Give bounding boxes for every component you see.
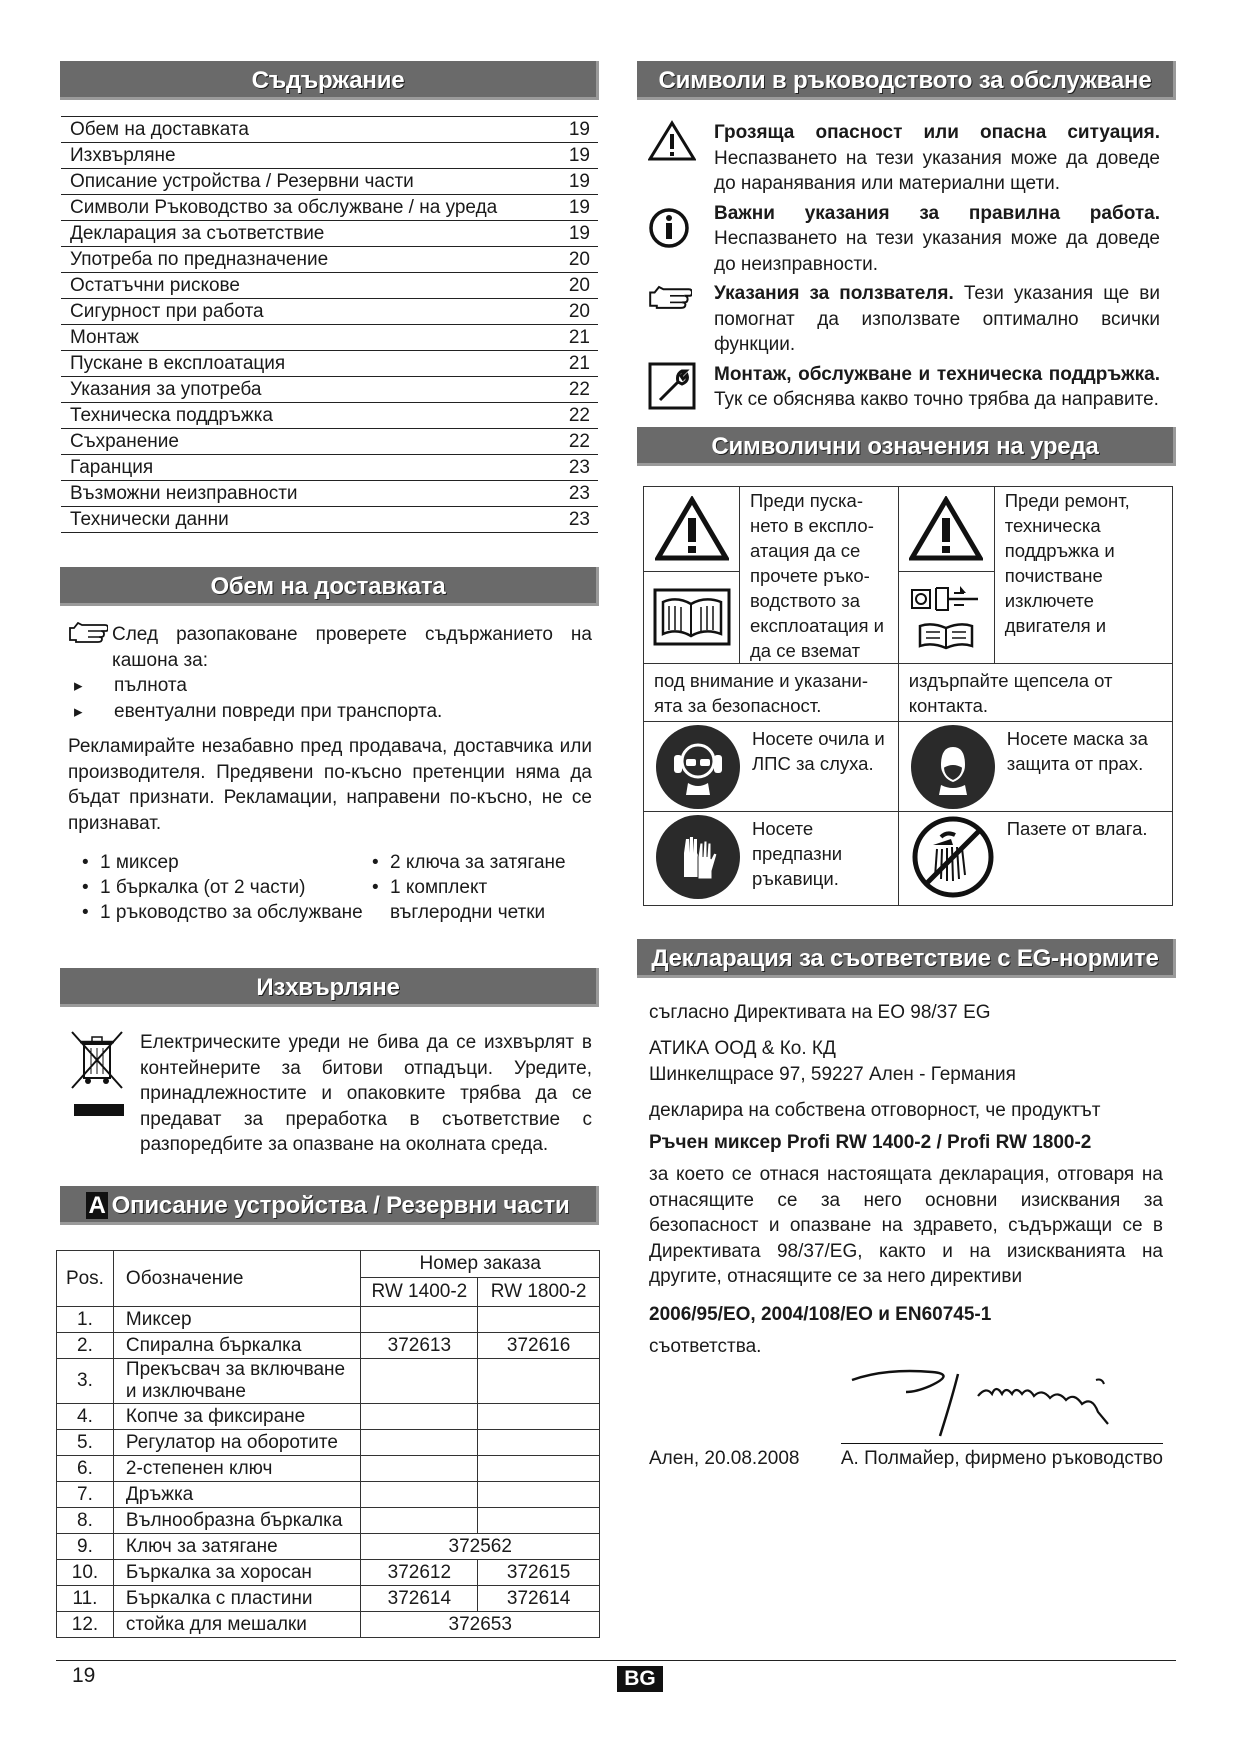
col-model2-header: RW 1800-2	[478, 1278, 600, 1307]
toc-item-page: 20	[568, 301, 590, 322]
warning-triangle-icon	[648, 120, 714, 197]
col-name-header: Обозначение	[113, 1251, 361, 1307]
declaration-body: за което се отнася настоящата декларация, отговаря на отнасящите се за него основни изисквания за безопасност и опазване на здравето, съдържащи се в Директивата 98/37/EG, както и на изискванията на другите, отнасящите се за него директиви	[649, 1164, 1163, 1287]
cell-name: стойка для мешалки	[113, 1612, 361, 1638]
symbol-text: Тук се обяснява какво точно трябва да направите.	[714, 389, 1159, 410]
page-number: 19	[72, 1664, 96, 1687]
cell-a	[361, 1482, 478, 1508]
delivery-item: • 1 миксер	[82, 850, 372, 875]
delivery-complaint: Рекламирайте незабавно пред продавача, доставчика или производителя. Предявени по-късно претенции няма да бъдат признати. Рекламации, направени по-късно, не се признават.	[68, 736, 592, 834]
toc-item	[61, 117, 598, 143]
symbol-row	[648, 281, 1160, 358]
cell-pos: 7.	[57, 1482, 114, 1508]
toc-item-page: 20	[568, 275, 590, 296]
unplug-text-a: Преди ремонт, техническа поддръжка и почистване изключете двигателя и	[1004, 490, 1130, 636]
cell-a	[361, 1430, 478, 1456]
toc-item-page: 21	[568, 353, 590, 374]
crossed-bin-icon	[68, 1030, 140, 1158]
cell-a: 372612	[361, 1560, 478, 1586]
cell-name: Бъркалка за хоросан	[113, 1560, 361, 1586]
declaration-norms: 2006/95/EO, 2004/108/EO и EN60745-1	[649, 1303, 992, 1325]
toc-item-label: Сигурност при работа	[70, 301, 264, 322]
cell-span: 372562	[361, 1534, 600, 1560]
col-model1-header: RW 1400-2	[361, 1278, 478, 1307]
cell-name: Регулатор на оборотите	[113, 1430, 361, 1456]
declaration-conformity: съответства.	[649, 1335, 762, 1357]
cell-b	[478, 1307, 600, 1333]
cell-b	[478, 1482, 600, 1508]
language-badge: BG	[617, 1666, 663, 1692]
declaration-title: Декларация за съответствие с EG-нормите	[637, 939, 1176, 978]
toc-item-page: 19	[568, 171, 590, 192]
delivery-item: • 1 ръководство за обслужване	[82, 900, 372, 925]
col-pos-header: Pos.	[57, 1251, 114, 1307]
toc-item-label: Употреба по предназначение	[70, 249, 329, 270]
toc-item-label: Техническа поддръжка	[70, 405, 273, 426]
toc-item	[61, 455, 598, 481]
toc-item	[61, 169, 598, 195]
table-row	[57, 1560, 600, 1586]
symbol-bold-text: Грозяща опасност или опасна ситуация.	[714, 122, 1160, 143]
read-manual-text-a: Преди пуска-нето в експло-атация да се прочете ръко-водството за експлоатация и да се вземат	[750, 490, 885, 661]
declaration-declares: декларира на собствена отговорност, че продуктът	[649, 1100, 1101, 1121]
toc-item	[61, 351, 598, 377]
toc-item-label: Пускане в експлоатация	[70, 353, 286, 374]
signature	[846, 1362, 1166, 1448]
toc-item-label: Гаранция	[70, 457, 154, 478]
wrench-icon	[648, 362, 714, 416]
toc-list	[61, 116, 598, 533]
toc-item	[61, 195, 598, 221]
cell-a	[361, 1359, 478, 1404]
gloves-text: Носете предпазни ръкавици.	[752, 818, 843, 889]
cell-b	[478, 1404, 600, 1430]
cell-b	[478, 1430, 600, 1456]
goggles-ear-protection-icon	[656, 725, 740, 809]
table-row	[57, 1333, 600, 1359]
table-row	[57, 1307, 600, 1333]
symbol-bold-text: Важни указания за правилна работа.	[714, 202, 1160, 224]
symbol-text: Неспазването на тези указания може да доведе до наранявания или материални щети.	[714, 147, 1160, 194]
cell-span: 372653	[361, 1612, 600, 1638]
cell-pos: 3.	[57, 1359, 114, 1404]
cell-name: Дръжка	[113, 1482, 361, 1508]
toc-item-page: 19	[568, 119, 590, 140]
toc-item-page: 19	[568, 223, 590, 244]
toc-item	[61, 325, 598, 351]
toc-item	[61, 507, 598, 533]
toc-item-page: 23	[568, 483, 590, 504]
table-row	[57, 1586, 600, 1612]
delivery-items-left	[82, 850, 372, 925]
cell-name: Прекъсвач за включване и изключване	[113, 1359, 361, 1404]
dust-mask-icon	[911, 725, 995, 809]
delivery-item: • 2 ключа за затягане	[372, 850, 592, 875]
toc-item-page: 22	[568, 379, 590, 400]
goggles-text: Носете очила и ЛПС за слуха.	[752, 728, 885, 774]
cell-pos: 11.	[57, 1586, 114, 1612]
cell-pos: 5.	[57, 1430, 114, 1456]
check-item: ▸ евентуални повреди при транспорта.	[68, 699, 592, 725]
cell-name: Ключ за затягане	[113, 1534, 361, 1560]
signature-line	[649, 1446, 1163, 1472]
cell-a	[361, 1307, 478, 1333]
toc-item	[61, 143, 598, 169]
toc-item-page: 22	[568, 405, 590, 426]
toc-item-page: 19	[568, 145, 590, 166]
pointing-hand-icon	[68, 622, 112, 673]
footer-rule	[56, 1660, 1176, 1661]
check-item: ▸ пълнота	[68, 673, 592, 699]
cell-pos: 12.	[57, 1612, 114, 1638]
cell-pos: 4.	[57, 1404, 114, 1430]
table-row	[57, 1612, 600, 1638]
toc-item-label: Технически данни	[70, 509, 229, 530]
toc-item-label: Остатъчни рискове	[70, 275, 240, 296]
disposal-text: Електрическите уреди не бива да се изхвърлят в контейнерите за битови отпадъци. Уредите, принадлежностите и опаковките трябва да се предават за преработка в съответствие с разпоредбите за опазване на околната среда.	[140, 1032, 592, 1155]
cell-pos: 6.	[57, 1456, 114, 1482]
toc-item	[61, 403, 598, 429]
declaration-company: АТИКА ООД & Ко. КД	[649, 1038, 836, 1059]
delivery-title: Обем на доставката	[60, 567, 599, 606]
table-row	[57, 1404, 600, 1430]
toc-item	[61, 299, 598, 325]
toc-item-page: 19	[568, 197, 590, 218]
symbol-bold-text: Указания за ползвателя.	[714, 283, 954, 304]
place-date: Ален, 20.08.2008	[649, 1448, 800, 1469]
toc-item-page: 20	[568, 249, 590, 270]
delivery-item: • 1 бъркалка (от 2 части)	[82, 875, 372, 900]
toc-item	[61, 247, 598, 273]
warning-triangle-icon	[644, 487, 739, 572]
symbol-text: Неспазването на тези указания може да доведе до неизправности.	[714, 228, 1160, 275]
toc-item-label: Възможни неизправности	[70, 483, 298, 504]
read-manual-text-b: под внимание и указани-ята за безопасност.	[644, 664, 899, 722]
manual-symbols-list	[648, 120, 1160, 416]
toc-item	[61, 273, 598, 299]
cell-pos: 1.	[57, 1307, 114, 1333]
cell-a	[361, 1508, 478, 1534]
device-symbols-table	[643, 486, 1173, 906]
declaration-address: Шинкелщрасе 97, 59227 Ален - Германия	[649, 1064, 1016, 1085]
cell-a: 372614	[361, 1586, 478, 1612]
col-order-header: Номер заказа	[361, 1251, 600, 1278]
toc-item-page: 23	[568, 457, 590, 478]
toc-item	[61, 481, 598, 507]
declaration-section	[649, 1000, 1163, 1360]
parts-title: A Описание устройства / Резервни части	[60, 1186, 599, 1225]
symbol-row	[648, 362, 1160, 416]
moisture-text: Пазете от влага.	[1006, 818, 1148, 839]
unplug-icon	[899, 572, 994, 662]
symbol-row	[648, 201, 1160, 278]
declaration-product: Ръчен миксер Profi RW 1400-2 / Profi RW 1800-2	[649, 1132, 1092, 1153]
warning-triangle-icon	[899, 487, 994, 572]
delivery-item: • 1 комплект въглеродни четки	[372, 875, 592, 925]
cell-a	[361, 1404, 478, 1430]
disposal-section	[68, 1030, 592, 1158]
cell-a	[361, 1456, 478, 1482]
unplug-text-b: издърпайте щепсела от контакта.	[898, 664, 1172, 722]
cell-a: 372613	[361, 1333, 478, 1359]
delivery-section	[68, 622, 592, 925]
toc-item-label: Монтаж	[70, 327, 139, 348]
table-row	[57, 1456, 600, 1482]
toc-item-label: Декларация за съответствие	[70, 223, 325, 244]
cell-pos: 9.	[57, 1534, 114, 1560]
table-row	[57, 1359, 600, 1404]
cell-pos: 8.	[57, 1508, 114, 1534]
table-row	[57, 1534, 600, 1560]
toc-item	[61, 221, 598, 247]
no-moisture-icon	[911, 815, 995, 905]
manual-symbols-title: Символи в ръководството за обслужване	[637, 61, 1176, 100]
delivery-check-list	[68, 673, 592, 725]
symbol-row	[648, 120, 1160, 197]
cell-b	[478, 1456, 600, 1482]
gloves-icon	[656, 815, 740, 899]
toc-item-label: Описание устройства / Резервни части	[70, 171, 414, 192]
toc-item-page: 21	[568, 327, 590, 348]
table-row	[57, 1482, 600, 1508]
cell-b: 372616	[478, 1333, 600, 1359]
toc-item-label: Указания за употреба	[70, 379, 262, 400]
disposal-title: Изхвърляне	[60, 968, 599, 1007]
cell-name: Вълнообразна бъркалка	[113, 1508, 361, 1534]
cell-name: Спирална бъркалка	[113, 1333, 361, 1359]
cell-pos: 2.	[57, 1333, 114, 1359]
cell-pos: 10.	[57, 1560, 114, 1586]
signatory: А. Полмайер, фирмено ръководство	[841, 1443, 1163, 1472]
toc-item	[61, 429, 598, 455]
toc-item-page: 23	[568, 509, 590, 530]
symbol-text: Тези указания ще ви помогнат да използвате оптимално всички функции.	[714, 283, 1161, 355]
toc-item-page: 22	[568, 431, 590, 452]
toc-item	[61, 377, 598, 403]
delivery-items-right	[372, 850, 592, 925]
cell-b: 372615	[478, 1560, 600, 1586]
cell-name: 2-степенен ключ	[113, 1456, 361, 1482]
cell-b	[478, 1508, 600, 1534]
symbol-bold-text: Монтаж, обслужване и техническа поддръжка.	[714, 363, 1160, 385]
info-icon	[648, 201, 714, 278]
delivery-intro: След разопаковане проверете съдържанието на кашона за:	[112, 624, 592, 671]
cell-b: 372614	[478, 1586, 600, 1612]
table-row	[57, 1430, 600, 1456]
read-manual-icon	[644, 572, 739, 662]
device-symbols-title: Символични означения на уреда	[637, 427, 1176, 466]
cell-name: Миксер	[113, 1307, 361, 1333]
toc-item-label: Обем на доставката	[70, 119, 249, 140]
toc-item-label: Изхвърляне	[70, 145, 176, 166]
toc-title: Съдържание	[60, 61, 599, 100]
toc-item-label: Символи Ръководство за обслужване / на уреда	[70, 197, 498, 218]
cell-name: Бъркалка с пластини	[113, 1586, 361, 1612]
pointing-hand-icon	[648, 281, 714, 358]
mask-text: Носете маска за защита от прах.	[1006, 728, 1148, 774]
cell-name: Копче за фиксиране	[113, 1404, 361, 1430]
table-row	[57, 1508, 600, 1534]
cell-b	[478, 1359, 600, 1404]
parts-table	[56, 1250, 600, 1638]
toc-item-label: Съхранение	[70, 431, 179, 452]
declaration-directive: съгласно Директивата на ЕО 98/37 EG	[649, 1002, 991, 1023]
parts-badge: A	[88, 1192, 106, 1219]
